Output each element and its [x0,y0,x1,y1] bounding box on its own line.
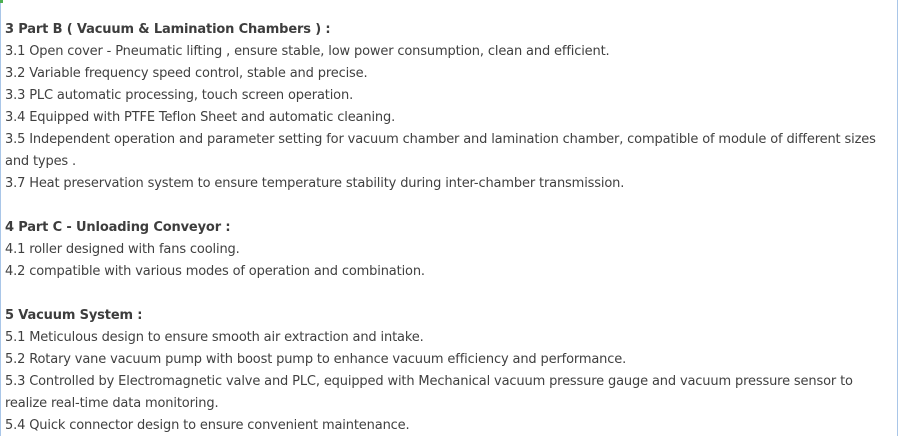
section-part-c [5,217,893,283]
section-heading: 4 Part C - Unloading Conveyor : [5,220,231,235]
list-item: 3.7 Heat preservation system to ensure temperature stability during inter-chamber transmission. [5,176,625,191]
list-item: 5.1 Meticulous design to ensure smooth air extraction and intake. [5,330,424,345]
section-vacuum-system [5,305,893,437]
list-item: 3.4 Equipped with PTFE Teflon Sheet and automatic cleaning. [5,110,396,125]
section-part-b [5,19,893,195]
corner-marker [0,0,3,3]
list-item: 5.2 Rotary vane vacuum pump with boost pump to enhance vacuum efficiency and performance. [5,352,627,367]
list-item: 5.4 Quick connector design to ensure convenient maintenance. [5,418,410,433]
list-item: 4.2 compatible with various modes of operation and combination. [5,264,425,279]
list-item: 3.3 PLC automatic processing, touch screen operation. [5,88,354,103]
list-item: 3.5 Independent operation and parameter setting for vacuum chamber and lamination chamber, compatible of module of different sizes and types . [5,132,876,169]
spec-document [5,19,893,437]
section-heading: 5 Vacuum System : [5,308,143,323]
list-item: 3.2 Variable frequency speed control, stable and precise. [5,66,368,81]
list-item: 5.3 Controlled by Electromagnetic valve and PLC, equipped with Mechanical vacuum pressure gauge and vacuum pressure sensor to realize real-time data monitoring. [5,374,853,411]
list-item: 4.1 roller designed with fans cooling. [5,242,240,257]
list-item: 3.1 Open cover - Pneumatic lifting , ensure stable, low power consumption, clean and efficient. [5,44,610,59]
section-heading: 3 Part B ( Vacuum & Lamination Chambers ) : [5,22,331,37]
